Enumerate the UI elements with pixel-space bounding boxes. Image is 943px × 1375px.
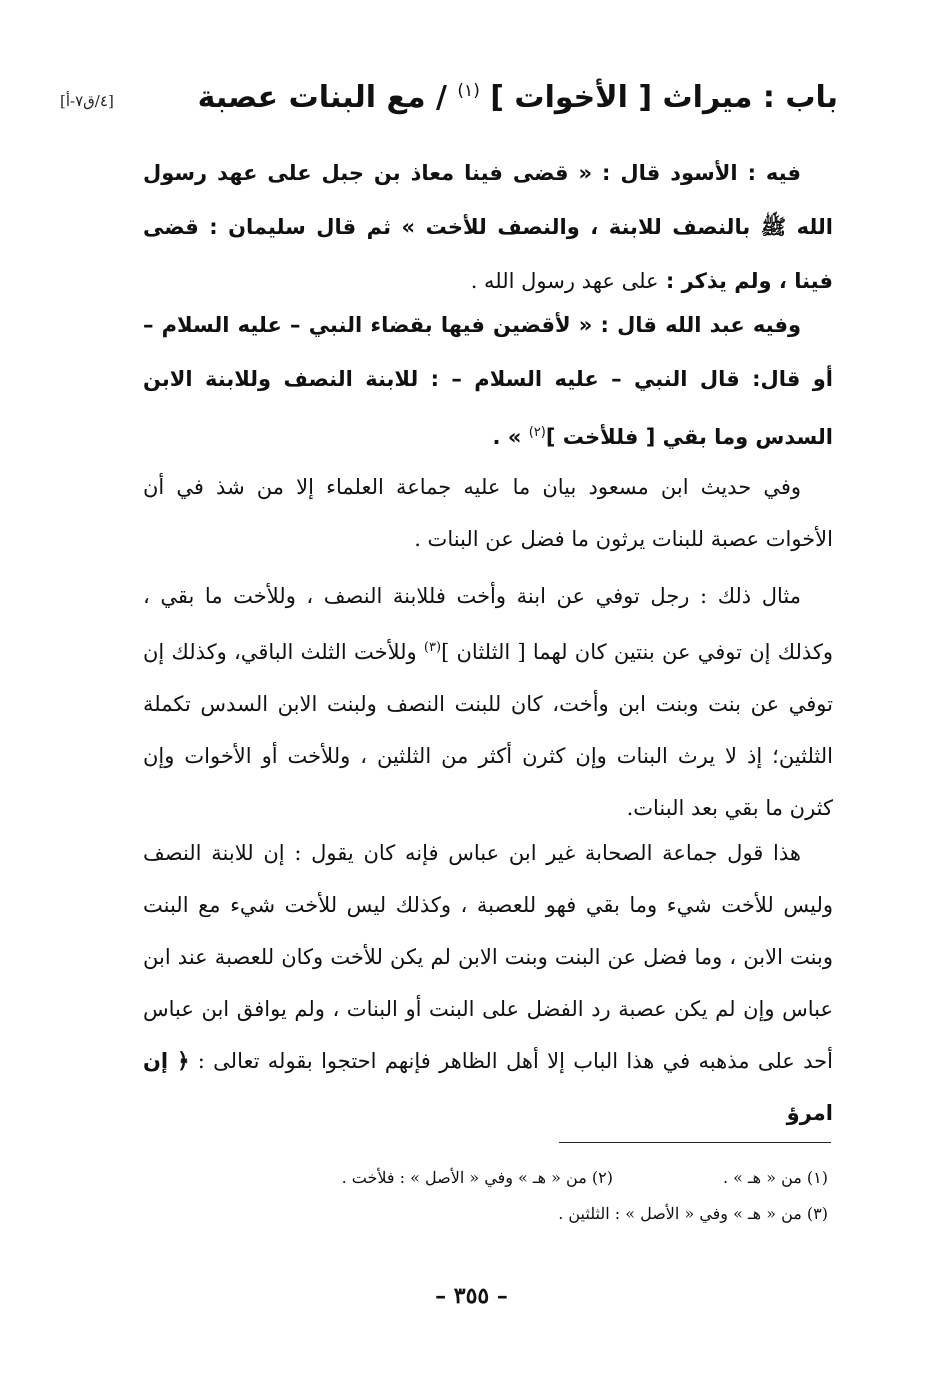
footnote-row <box>138 1196 828 1232</box>
paragraph-3 <box>143 461 833 565</box>
paragraph-2-text: وفيه عبد الله قال : « لأقضين فيها بقضاء النبي – عليه السلام – أو قال: قال النبي – عليه السلام – : للابنة النصف وللابنة الابن السدس وما بقي [ فللأخت ] <box>143 313 833 449</box>
footnotes <box>138 1160 828 1232</box>
footnote-divider <box>559 1142 831 1143</box>
footnote-marker-3: (٣) <box>423 640 442 655</box>
chapter-title-footnote-marker: (١) <box>457 81 480 101</box>
chapter-title <box>158 80 838 115</box>
footnote-2: (٢) من « هـ » وفي « الأصل » : فلأخت . <box>341 1168 613 1187</box>
paragraph-5 <box>143 827 833 1139</box>
footnote-row <box>138 1160 828 1196</box>
quran-quote-start: ﴿ إن امرؤ <box>143 1049 833 1125</box>
paragraph-2-text-after: » . <box>492 425 529 449</box>
manuscript-reference: [٤/ق٧-أ] <box>60 92 114 110</box>
paragraph-5-text: هذا قول جماعة الصحابة غير ابن عباس فإنه كان يقول : إن للابنة النصف وليس للأخت شيء وما بقي فهو للعصبة ، وكذلك ليس للأخت شيء مع البنت وبنت الابن ، وما فضل عن البنت وبنت الابن لم يكن للأخت وكان للعصبة عند ابن عباس وإن لم يكن عصبة رد الفضل على البنت أو البنات ، ولم يوافق ابن عباس أحد على مذهبه في هذا الباب إلا أهل الظاهر فإنهم احتجوا بقوله تعالى : <box>143 841 833 1073</box>
paragraph-2 <box>143 298 833 464</box>
paragraph-3-text: وفي حديث ابن مسعود بيان ما عليه جماعة العلماء إلا من شذ في أن الأخوات عصبة للبنات يرثون ما فضل عن البنات . <box>143 475 833 551</box>
paragraph-1 <box>143 146 833 308</box>
paragraph-1-text: فيه : الأسود قال : « قضى فينا معاذ بن جبل على عهد رسول الله ﷺ بالنصف للابنة ، والنصف للأخت » ثم قال سليمان : قضى فينا ، ولم يذكر : <box>143 161 833 293</box>
paragraph-4-text: مثال ذلك : رجل توفي عن ابنة وأخت فللابنة النصف ، وللأخت ما بقي ، وكذلك إن توفي عن بنتين كان لهما [ الثلثان ] <box>143 584 834 664</box>
footnote-3: (٣) من « هـ » وفي « الأصل » : الثلثين . <box>558 1204 828 1223</box>
paragraph-4-text-after: وللأخت الثلث الباقي، وكذلك إن توفي عن بنت وبنت ابن وأخت، كان للبنت النصف ولبنت الابن السدس تكملة الثلثين؛ إذ لا يرث البنات وإن كثرن أكثر من الثلثين ، وللأخت أو الأخوات وإن كثرن ما بقي بعد البنات. <box>143 640 833 820</box>
chapter-title-rest: / مع البنات عصبة <box>197 80 447 115</box>
paragraph-4 <box>143 570 833 834</box>
page-number: – ٣٥٥ – <box>435 1283 508 1309</box>
footnote-1: (١) من « هـ » . <box>722 1168 828 1187</box>
paragraph-1-plain-text: على عهد رسول الله . <box>470 269 659 293</box>
chapter-title-main: باب : ميراث [ الأخوات ] <box>490 80 838 115</box>
footnote-marker-2: (٢) <box>528 425 546 440</box>
